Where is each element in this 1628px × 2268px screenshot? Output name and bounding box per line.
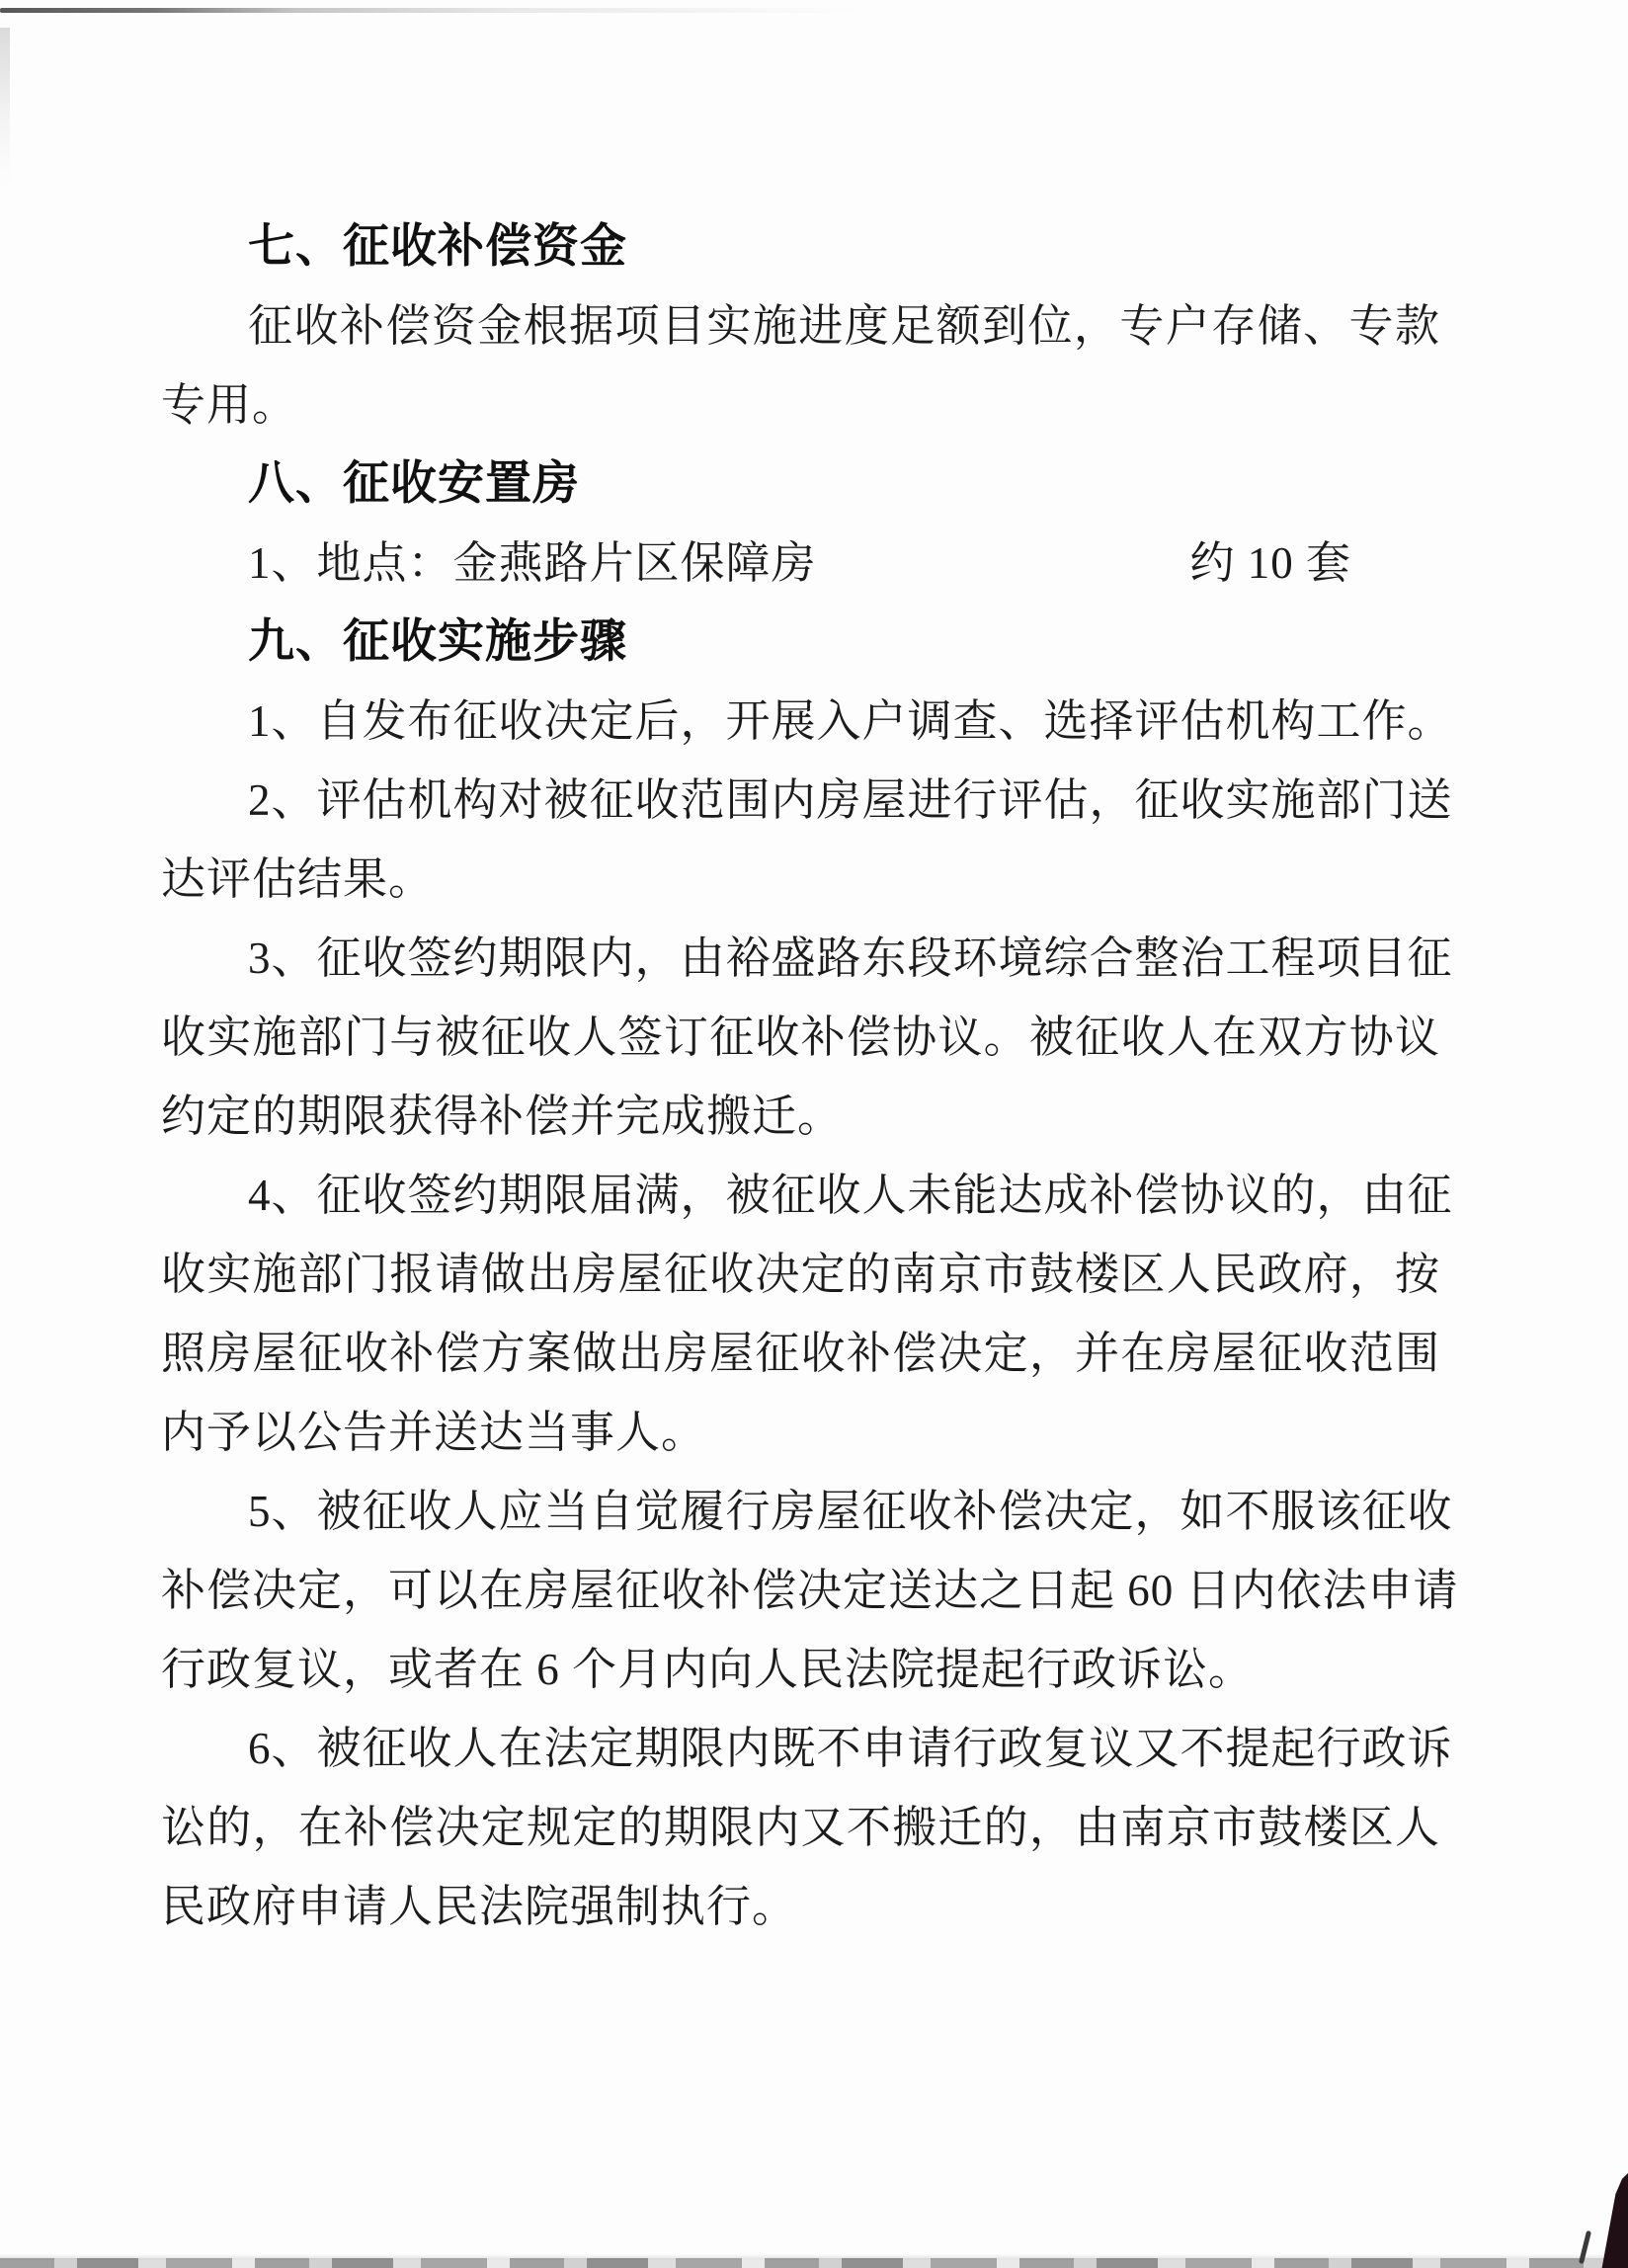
text-line: 内予以公告并送达当事人。 <box>161 1408 707 1457</box>
document-text-block <box>161 207 1459 1946</box>
section-heading: 八、征收安置房 <box>248 458 580 510</box>
text-line: 收实施部门报请做出房屋征收决定的南京市鼓楼区人民政府，按 <box>161 1250 1440 1299</box>
text-line: 照房屋征收补偿方案做出房屋征收补偿决定，并在房屋征收范围 <box>161 1329 1440 1378</box>
scan-artifact-bottom-band <box>0 2258 1628 2268</box>
text-line: 收实施部门与被征收人签订征收补偿协议。被征收人在双方协议 <box>161 1012 1440 1062</box>
text-line: 专用。 <box>161 380 298 430</box>
text-line-left: 1、地点：金燕路片区保障房 <box>248 538 817 588</box>
scan-artifact-top-streak <box>0 8 859 13</box>
text-line: 约定的期限获得补偿并完成搬迁。 <box>161 1092 844 1141</box>
text-line <box>161 524 1440 603</box>
text-line: 3、征收签约期限内，由裕盛路东段环境综合整治工程项目征 <box>248 933 1453 983</box>
text-line: 讼的，在补偿决定规定的期限内又不搬迁的，由南京市鼓楼区人 <box>161 1803 1440 1852</box>
text-line: 征收补偿资金根据项目实施进度足额到位，专户存储、专款 <box>248 301 1440 351</box>
text-line: 补偿决定，可以在房屋征收补偿决定送达之日起 60 日内依法申请 <box>161 1566 1459 1615</box>
scan-artifact-corner-blob <box>1598 2173 1628 2268</box>
text-line: 4、征收签约期限届满，被征收人未能达成补偿协议的，由征 <box>248 1171 1453 1220</box>
scan-artifact-left-smudge <box>0 28 10 186</box>
text-line: 2、评估机构对被征收范围内房屋进行评估，征收实施部门送 <box>248 775 1453 825</box>
section-heading: 七、征收补偿资金 <box>248 221 627 273</box>
scan-artifact-bottom-fade <box>0 2254 1628 2260</box>
text-line: 6、被征收人在法定期限内既不申请行政复议又不提起行政诉 <box>248 1724 1453 1773</box>
text-line: 5、被征收人应当自觉履行房屋征收补偿决定，如不服该征收 <box>248 1487 1453 1536</box>
text-line: 达评估结果。 <box>161 854 435 904</box>
scan-artifact-ink-slash <box>1579 2230 1591 2264</box>
text-line: 民政府申请人民法院强制执行。 <box>161 1882 798 1931</box>
section-heading: 九、征收实施步骤 <box>248 616 627 668</box>
text-line: 行政复议，或者在 6 个月内向人民法院提起行政诉讼。 <box>161 1645 1255 1694</box>
text-line-right-value: 约 10 套 <box>1189 538 1351 588</box>
text-line: 1、自发布征收决定后，开展入户调查、选择评估机构工作。 <box>248 696 1453 746</box>
